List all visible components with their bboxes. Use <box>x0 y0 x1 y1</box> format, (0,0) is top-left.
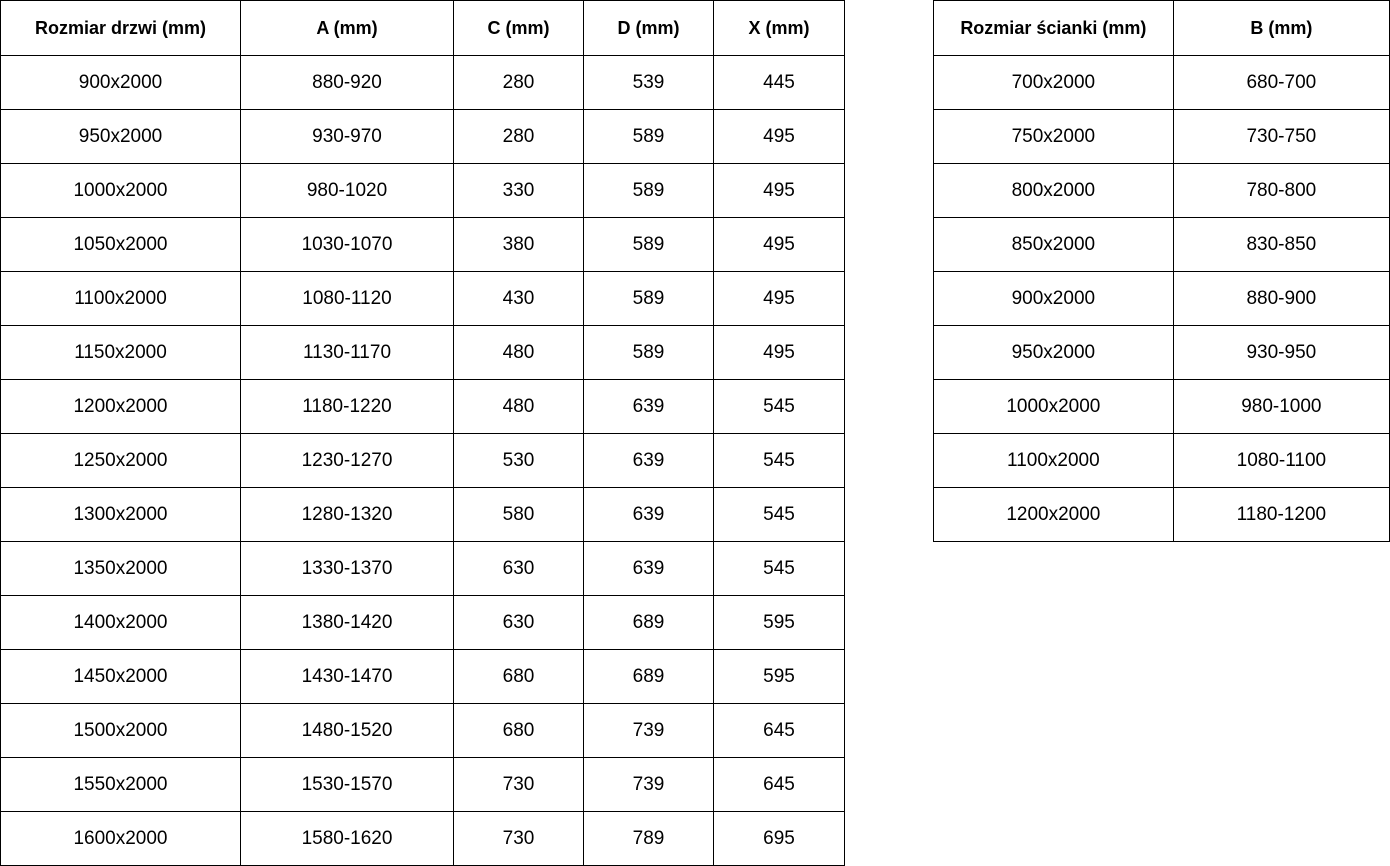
table-row <box>1 380 845 434</box>
column-header-x: X (mm) <box>714 1 845 56</box>
cell-x: 545 <box>714 488 845 542</box>
table-row <box>1 542 845 596</box>
table-row <box>1 434 845 488</box>
cell-door-size: 1050x2000 <box>1 218 241 272</box>
cell-x: 595 <box>714 650 845 704</box>
cell-x: 595 <box>714 596 845 650</box>
table-row <box>1 218 845 272</box>
table-row <box>934 110 1390 164</box>
cell-door-size: 1600x2000 <box>1 812 241 866</box>
cell-d: 739 <box>584 758 714 812</box>
table-row <box>1 326 845 380</box>
cell-b: 780-800 <box>1173 164 1389 218</box>
cell-d: 689 <box>584 650 714 704</box>
cell-a: 1280-1320 <box>241 488 454 542</box>
cell-x: 495 <box>714 326 845 380</box>
cell-c: 680 <box>454 704 584 758</box>
cell-x: 495 <box>714 110 845 164</box>
cell-wall-size: 1000x2000 <box>934 380 1174 434</box>
column-header-d: D (mm) <box>584 1 714 56</box>
table-row <box>934 218 1390 272</box>
cell-a: 880-920 <box>241 56 454 110</box>
cell-d: 539 <box>584 56 714 110</box>
cell-c: 680 <box>454 650 584 704</box>
cell-c: 630 <box>454 596 584 650</box>
table-row <box>1 704 845 758</box>
cell-door-size: 1350x2000 <box>1 542 241 596</box>
column-header-wall-size: Rozmiar ścianki (mm) <box>934 1 1174 56</box>
door-sizes-body <box>1 56 845 866</box>
cell-d: 589 <box>584 218 714 272</box>
cell-wall-size: 800x2000 <box>934 164 1174 218</box>
table-header-row <box>934 1 1390 56</box>
cell-x: 695 <box>714 812 845 866</box>
cell-a: 1180-1220 <box>241 380 454 434</box>
cell-a: 1380-1420 <box>241 596 454 650</box>
cell-door-size: 1100x2000 <box>1 272 241 326</box>
cell-b: 930-950 <box>1173 326 1389 380</box>
cell-c: 280 <box>454 56 584 110</box>
table-row <box>934 380 1390 434</box>
table-header-row <box>1 1 845 56</box>
cell-c: 730 <box>454 812 584 866</box>
cell-a: 1480-1520 <box>241 704 454 758</box>
cell-wall-size: 850x2000 <box>934 218 1174 272</box>
cell-wall-size: 1200x2000 <box>934 488 1174 542</box>
cell-door-size: 1500x2000 <box>1 704 241 758</box>
cell-d: 639 <box>584 434 714 488</box>
cell-a: 1130-1170 <box>241 326 454 380</box>
table-row <box>1 650 845 704</box>
cell-x: 545 <box>714 542 845 596</box>
cell-c: 380 <box>454 218 584 272</box>
cell-a: 1430-1470 <box>241 650 454 704</box>
cell-d: 689 <box>584 596 714 650</box>
cell-x: 545 <box>714 434 845 488</box>
cell-b: 880-900 <box>1173 272 1389 326</box>
cell-x: 495 <box>714 218 845 272</box>
cell-c: 430 <box>454 272 584 326</box>
cell-wall-size: 750x2000 <box>934 110 1174 164</box>
cell-d: 639 <box>584 542 714 596</box>
table-row <box>1 272 845 326</box>
cell-c: 730 <box>454 758 584 812</box>
cell-d: 589 <box>584 272 714 326</box>
cell-door-size: 1000x2000 <box>1 164 241 218</box>
table-row <box>934 164 1390 218</box>
cell-a: 930-970 <box>241 110 454 164</box>
cell-wall-size: 1100x2000 <box>934 434 1174 488</box>
column-header-c: C (mm) <box>454 1 584 56</box>
cell-a: 980-1020 <box>241 164 454 218</box>
cell-d: 589 <box>584 110 714 164</box>
cell-a: 1080-1120 <box>241 272 454 326</box>
cell-door-size: 950x2000 <box>1 110 241 164</box>
table-row <box>1 596 845 650</box>
cell-x: 645 <box>714 758 845 812</box>
cell-c: 330 <box>454 164 584 218</box>
cell-door-size: 900x2000 <box>1 56 241 110</box>
cell-a: 1530-1570 <box>241 758 454 812</box>
table-row <box>934 326 1390 380</box>
cell-c: 530 <box>454 434 584 488</box>
table-row <box>1 758 845 812</box>
cell-a: 1030-1070 <box>241 218 454 272</box>
cell-d: 789 <box>584 812 714 866</box>
cell-door-size: 1150x2000 <box>1 326 241 380</box>
cell-wall-size: 900x2000 <box>934 272 1174 326</box>
column-header-b: B (mm) <box>1173 1 1389 56</box>
cell-a: 1230-1270 <box>241 434 454 488</box>
cell-door-size: 1400x2000 <box>1 596 241 650</box>
cell-x: 495 <box>714 164 845 218</box>
cell-x: 445 <box>714 56 845 110</box>
table-row <box>1 164 845 218</box>
table-row <box>1 56 845 110</box>
cell-c: 480 <box>454 326 584 380</box>
table-row <box>1 110 845 164</box>
cell-c: 630 <box>454 542 584 596</box>
table-row <box>934 56 1390 110</box>
cell-b: 830-850 <box>1173 218 1389 272</box>
cell-door-size: 1200x2000 <box>1 380 241 434</box>
cell-b: 980-1000 <box>1173 380 1389 434</box>
cell-d: 639 <box>584 380 714 434</box>
cell-c: 480 <box>454 380 584 434</box>
cell-door-size: 1550x2000 <box>1 758 241 812</box>
cell-x: 545 <box>714 380 845 434</box>
table-row <box>1 812 845 866</box>
cell-wall-size: 950x2000 <box>934 326 1174 380</box>
column-header-a: A (mm) <box>241 1 454 56</box>
cell-a: 1330-1370 <box>241 542 454 596</box>
cell-x: 495 <box>714 272 845 326</box>
cell-c: 580 <box>454 488 584 542</box>
cell-b: 680-700 <box>1173 56 1389 110</box>
cell-x: 645 <box>714 704 845 758</box>
cell-wall-size: 700x2000 <box>934 56 1174 110</box>
cell-door-size: 1250x2000 <box>1 434 241 488</box>
cell-d: 639 <box>584 488 714 542</box>
column-header-door-size: Rozmiar drzwi (mm) <box>1 1 241 56</box>
cell-b: 730-750 <box>1173 110 1389 164</box>
table-row <box>934 272 1390 326</box>
cell-b: 1080-1100 <box>1173 434 1389 488</box>
wall-sizes-table <box>933 0 1390 542</box>
cell-b: 1180-1200 <box>1173 488 1389 542</box>
cell-a: 1580-1620 <box>241 812 454 866</box>
cell-d: 739 <box>584 704 714 758</box>
cell-door-size: 1450x2000 <box>1 650 241 704</box>
cell-door-size: 1300x2000 <box>1 488 241 542</box>
wall-sizes-body <box>934 56 1390 542</box>
cell-d: 589 <box>584 326 714 380</box>
cell-c: 280 <box>454 110 584 164</box>
cell-d: 589 <box>584 164 714 218</box>
table-row <box>934 434 1390 488</box>
table-row <box>934 488 1390 542</box>
table-row <box>1 488 845 542</box>
